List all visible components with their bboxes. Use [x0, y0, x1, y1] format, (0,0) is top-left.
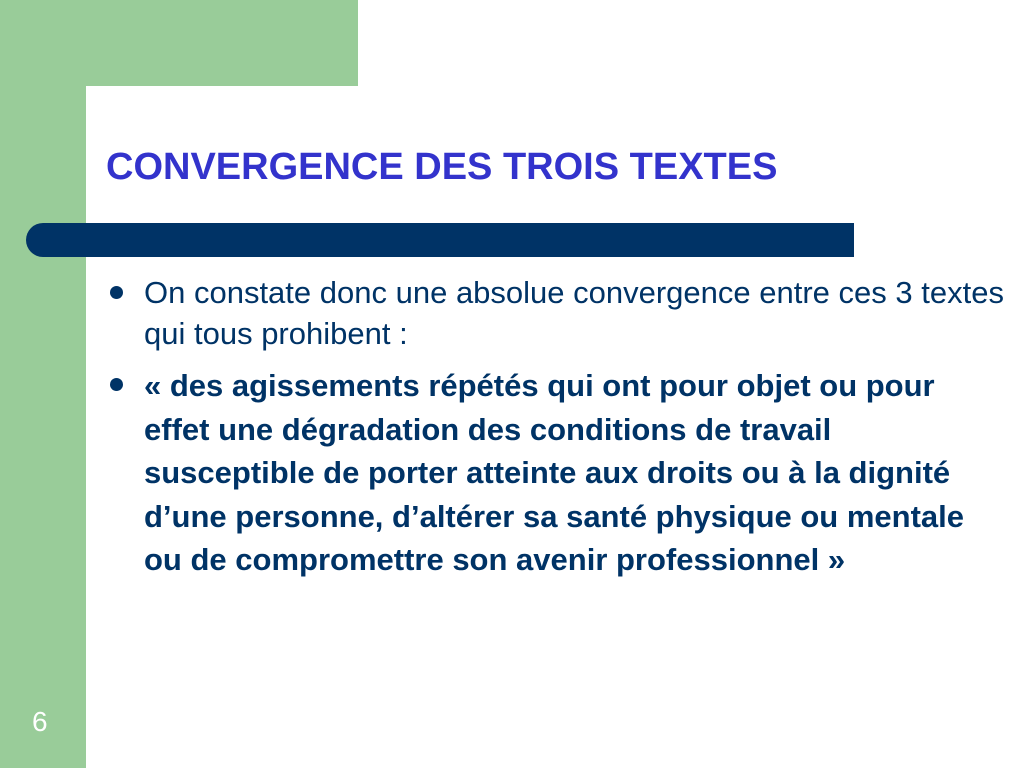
page-number: 6 [32, 706, 48, 737]
slide-title: CONVERGENCE DES TROIS TEXTES [106, 146, 778, 188]
green-side-band [0, 0, 86, 768]
green-top-band [0, 0, 358, 86]
bullet-dot-icon [110, 286, 123, 299]
bullet-dot-icon [110, 378, 123, 391]
bullet-item [104, 364, 1004, 582]
bullet-text: « des agissements répétés qui ont pour objet ou pour effet une dégradation des conditions de travail susceptible de porter atteinte aux droits ou à la dignité d’une personne, d’altérer sa santé physique ou mentale ou de compromettre son avenir professionnel » [144, 368, 965, 577]
bullet-item [104, 272, 1004, 354]
bullet-text: On constate donc une absolue convergence entre ces 3 textes qui tous prohibent : [144, 275, 1004, 351]
bullet-list [104, 272, 1004, 592]
title-underline-bar [26, 223, 854, 257]
